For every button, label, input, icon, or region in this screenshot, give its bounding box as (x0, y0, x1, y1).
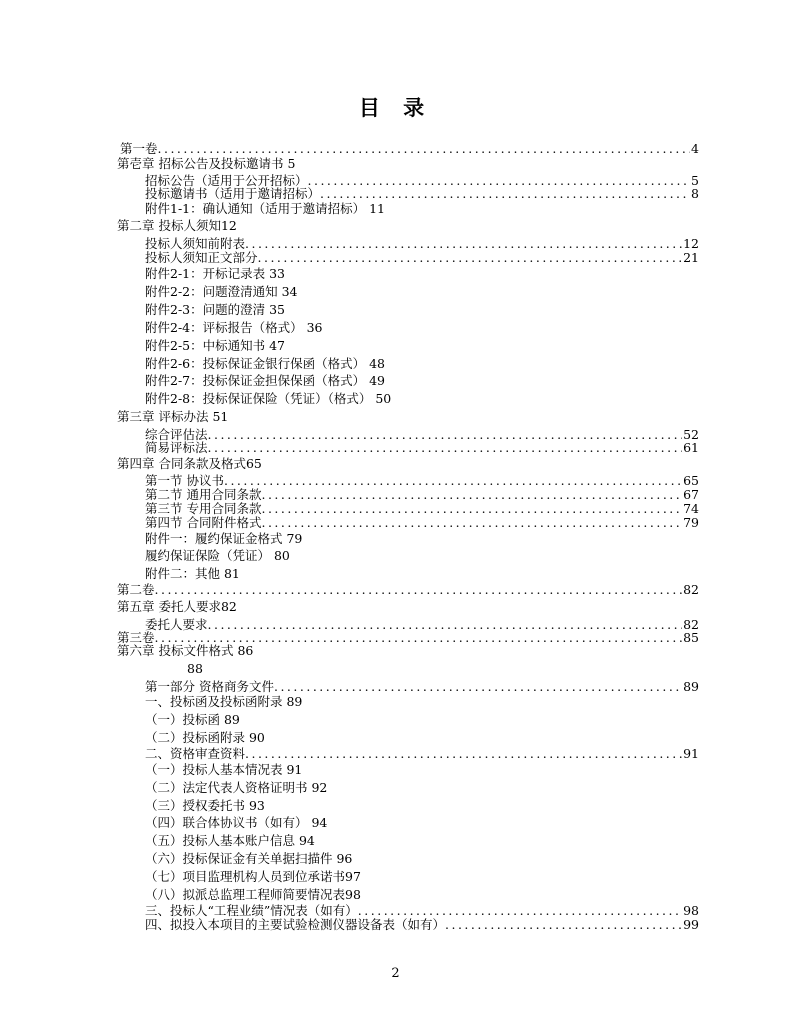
dot-leader (261, 515, 682, 530)
toc-entry-title: 附件2-2：问题澄清通知 34 (145, 284, 298, 299)
toc-entry-title: 第三卷 (117, 630, 155, 645)
toc-entry (145, 815, 327, 830)
toc-entry-page: 85 (683, 630, 699, 645)
toc-entry (145, 338, 285, 353)
toc-entry-title: （三）授权委托书 93 (145, 798, 265, 813)
toc-entry-page: 65 (683, 473, 699, 488)
dot-leader (445, 917, 682, 932)
toc-entry (145, 903, 699, 918)
toc-entry (145, 833, 315, 848)
toc-entry-title: 附件2-7：投标保证金担保保函（格式） 49 (145, 373, 386, 388)
toc-entry-page: 91 (683, 746, 699, 761)
toc-entry (145, 566, 240, 581)
toc-entry-title: 投标人须知正文部分 (145, 250, 258, 265)
toc-entry (117, 599, 237, 614)
toc-entry-title: 附件2-1：开标记录表 33 (145, 266, 286, 281)
toc-entry-title: （五）投标人基本账户信息 94 (145, 833, 315, 848)
toc-entry-title: 第五章 委托人要求82 (117, 599, 237, 614)
toc-entry-title: 第一部分 资格商务文件 (145, 679, 274, 694)
toc-entry (117, 456, 262, 471)
toc-entry-title: 第一卷 (120, 141, 158, 156)
toc-entry-title: 第三章 评标办法 51 (117, 409, 229, 424)
toc-entry (145, 869, 361, 884)
toc-entry-title: 第四章 合同条款及格式65 (117, 456, 262, 471)
toc-entry (145, 851, 352, 866)
dot-leader (258, 250, 683, 265)
toc-entry (145, 712, 240, 727)
dot-leader (245, 236, 682, 251)
toc-entry (145, 501, 699, 516)
page-title: 目 录 (358, 96, 433, 120)
toc-entry (117, 409, 228, 424)
toc-entry (145, 730, 265, 745)
toc-entry-title: 附件一：履约保证金格式 79 (145, 531, 303, 546)
toc-entry-title: 第二卷 (117, 582, 155, 597)
toc-entry (145, 679, 699, 694)
toc-entry-title: 一、投标函及投标函附录 89 (145, 694, 303, 709)
toc-entry-title: 第四节 合同附件格式 (145, 515, 262, 530)
toc-entry-title: 第二节 通用合同条款 (145, 487, 262, 502)
toc-entry-page: 4 (691, 141, 699, 156)
toc-entry (145, 391, 391, 406)
toc-entry (145, 487, 699, 502)
toc-entry (145, 266, 285, 281)
toc-entry (117, 643, 253, 658)
toc-entry-title: 附件2-5：中标通知书 47 (145, 338, 286, 353)
dot-leader (320, 186, 690, 201)
toc-entry (117, 582, 699, 597)
toc-entry-title: （七）项目监理机构人员到位承诺书97 (145, 869, 361, 884)
toc-entry-title: 第三节 专用合同条款 (145, 501, 262, 516)
toc-entry-title: 附件2-4：评标报告（格式） 36 (145, 320, 323, 335)
toc-entry-page: 82 (683, 582, 699, 597)
toc-entry (145, 798, 265, 813)
toc-entry-page: 21 (683, 250, 699, 265)
toc-entry-title: 附件2-8：投标保证保险（凭证）（格式） 50 (145, 391, 392, 406)
toc-entry (145, 694, 302, 709)
toc-entry-title: （二）法定代表人资格证明书 92 (145, 780, 328, 795)
toc-entry (120, 141, 699, 156)
toc-entry-title: 第二章 投标人须知12 (117, 218, 237, 233)
toc-entry-title: 三、投标人“工程业绩”情况表（如有） (145, 903, 358, 918)
toc-entry-page: 52 (683, 427, 699, 442)
toc-entry-title: （四）联合体协议书（如有） 94 (145, 815, 328, 830)
dot-leader (155, 582, 683, 597)
toc-entry-title: 委托人要求 (145, 617, 208, 632)
toc-entry-page: 5 (691, 173, 699, 188)
toc-entry (145, 762, 302, 777)
dot-leader (261, 487, 682, 502)
toc-entry (145, 473, 699, 488)
toc-entry-title: 第一节 协议书 (145, 473, 224, 488)
toc-entry-title: 附件1-1：确认通知（适用于邀请招标） 11 (145, 201, 386, 216)
toc-entry-title: （一）投标人基本情况表 91 (145, 762, 303, 777)
toc-entry-page: 98 (683, 903, 699, 918)
toc-entry-page: 74 (683, 501, 699, 516)
toc-entry-page: 8 (691, 186, 699, 201)
toc-entry (145, 302, 285, 317)
toc-entry (145, 250, 699, 265)
toc-entry-title: 第六章 投标文件格式 86 (117, 643, 254, 658)
toc-entry-title: （八）拟派总监理工程师简要情况表98 (145, 887, 361, 902)
toc-entry (145, 440, 699, 455)
toc-entry (145, 186, 699, 201)
dot-leader (208, 440, 683, 455)
toc-entry (145, 887, 361, 902)
toc-entry-title: 附件2-3：问题的澄清 35 (145, 302, 286, 317)
toc-entry-page: 82 (683, 617, 699, 632)
toc-entry-title: 88 (187, 661, 203, 676)
toc-entry (145, 284, 298, 299)
toc-entry (187, 661, 203, 676)
toc-entry-title: （二）投标函附录 90 (145, 730, 265, 745)
toc-entry-title: （一）投标函 89 (145, 712, 240, 727)
toc-entry-title: 招标公告（适用于公开招标） (145, 173, 308, 188)
toc-entry-title: 四、拟投入本项目的主要试验检测仪器设备表（如有） (145, 917, 446, 932)
toc-entry-title: 附件二：其他 81 (145, 566, 240, 581)
toc-entry-title: 简易评标法 (145, 440, 208, 455)
toc-entry-title: 投标邀请书（适用于邀请招标） (145, 186, 321, 201)
dot-leader (274, 679, 682, 694)
dot-leader (245, 746, 682, 761)
toc-entry (145, 746, 699, 761)
toc-entry-title: 二、资格审查资料 (145, 746, 246, 761)
toc-entry (117, 218, 237, 233)
toc-entry (145, 548, 290, 563)
toc-entry-page: 89 (683, 679, 699, 694)
toc-entry (145, 356, 385, 371)
toc-entry (145, 236, 699, 251)
toc-entry (145, 515, 699, 530)
dot-leader (224, 473, 682, 488)
toc-entry-page: 79 (683, 515, 699, 530)
toc-entry (145, 780, 327, 795)
toc-entry-page: 67 (683, 487, 699, 502)
toc-entry-page: 61 (683, 440, 699, 455)
toc-entry (145, 201, 385, 216)
toc-entry (145, 320, 323, 335)
toc-entry-title: 投标人须知前附表 (145, 236, 246, 251)
toc-entry (145, 917, 699, 932)
toc-entry-page: 99 (683, 917, 699, 932)
toc-entry-title: 综合评估法 (145, 427, 208, 442)
toc-entry-title: 第壱章 招标公告及投标邀请书 5 (117, 156, 296, 171)
toc-entry (145, 373, 385, 388)
dot-leader (158, 141, 691, 156)
page-number: 2 (391, 966, 400, 981)
toc-entry (145, 531, 302, 546)
dot-leader (358, 903, 682, 918)
toc-entry (117, 156, 295, 171)
dot-leader (261, 501, 682, 516)
toc-entry-title: 履约保证保险（凭证） 80 (145, 548, 290, 563)
toc-entry-title: （六）投标保证金有关单据扫描件 96 (145, 851, 353, 866)
toc-entry-page: 12 (683, 236, 699, 251)
toc-entry-title: 附件2-6：投标保证金银行保函（格式） 48 (145, 356, 386, 371)
